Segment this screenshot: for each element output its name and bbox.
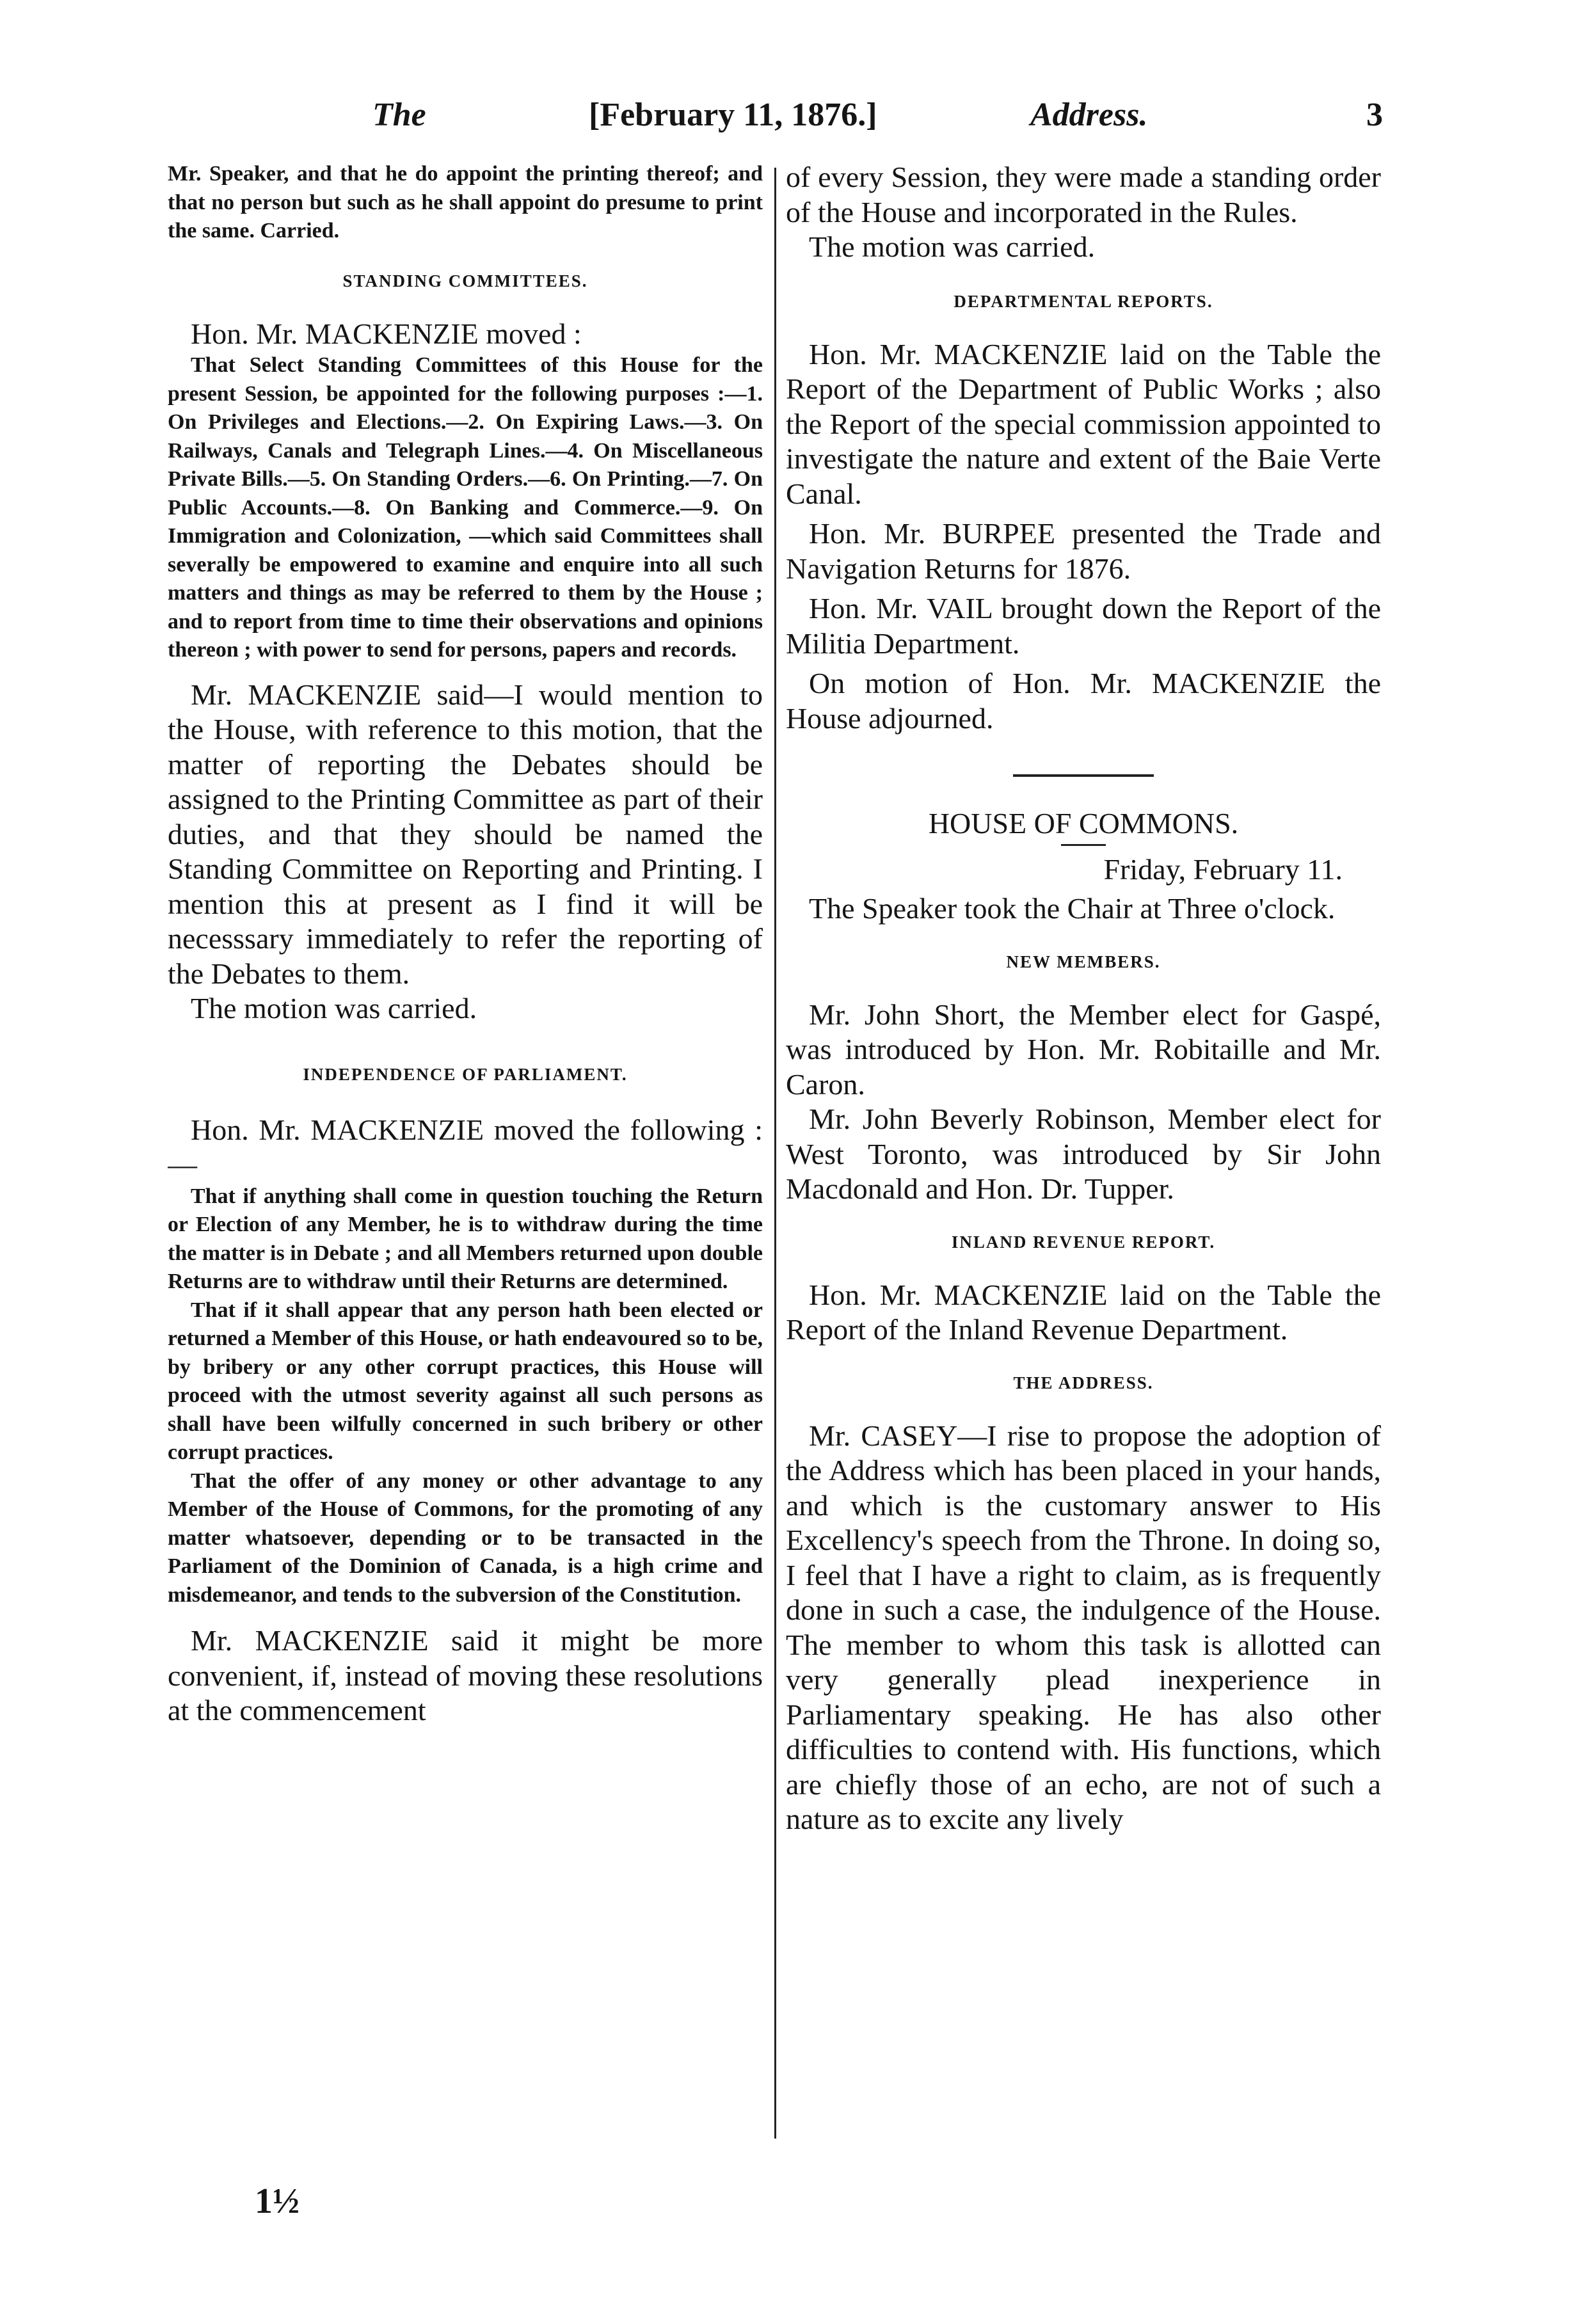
section-heading: INDEPENDENCE OF PARLIAMENT. bbox=[303, 1064, 628, 1084]
paragraph: Hon. Mr. BURPEE presented the Trade and Navigation Returns for 1876. bbox=[786, 517, 1381, 585]
column-divider bbox=[774, 168, 776, 2139]
header-date: [February 11, 1876.] bbox=[589, 97, 877, 133]
house-title: HOUSE OF COMMONS. bbox=[928, 807, 1239, 840]
resolution-text: That if it shall appear that any person hath been elected or returned a Member of this House, or hath endeavoured so to be, by bribery or any other corrupt practices, this House will proceed with the utmost severity against all such persons as shall have been wilfully concerned in such bribery or other corrupt practices. bbox=[168, 1298, 763, 1464]
paragraph: of every Session, they were made a standing order of the House and incorporated in the Rules. bbox=[786, 161, 1381, 228]
header-section: Address. bbox=[1030, 97, 1148, 133]
paragraph: The motion was carried. bbox=[809, 230, 1096, 263]
paragraph: The Speaker took the Chair at Three o'clock. bbox=[809, 892, 1336, 925]
paragraph: Hon. Mr. MACKENZIE laid on the Table the Report of the Department of Public Works ; also the Report of the special commission appointed to investigate the nature and extent of the Baie Verte Canal. bbox=[786, 337, 1381, 510]
running-header bbox=[346, 96, 1382, 141]
paragraph: Hon. Mr. MACKENZIE moved the following :— bbox=[168, 1113, 763, 1181]
section-heading: DEPARTMENTAL REPORTS. bbox=[954, 291, 1213, 311]
section-heading: INLAND REVENUE REPORT. bbox=[951, 1232, 1216, 1252]
page-number: 3 bbox=[1366, 97, 1383, 133]
paragraph: Hon. Mr. MACKENZIE moved : bbox=[191, 317, 582, 350]
date-line: Friday, February 11. bbox=[1103, 853, 1343, 886]
paragraph: The motion was carried. bbox=[191, 992, 477, 1024]
right-column bbox=[786, 160, 1381, 2240]
paragraph: Mr. John Short, the Member elect for Gaspé, was introduced by Hon. Mr. Robitaille and Mr. Caron. bbox=[786, 998, 1381, 1101]
paragraph: On motion of Hon. Mr. MACKENZIE the House adjourned. bbox=[786, 667, 1381, 735]
resolution-text: That the offer of any money or other advantage to any Member of the House of Commons, for the promoting of any matter whatsoever, depending or to be transacted in the Parliament of the Dominion of Canada, is a high crime and misdemeanor, and tends to the subversion of the Constitution. bbox=[168, 1469, 763, 1607]
header-left: The bbox=[372, 97, 426, 133]
section-heading: NEW MEMBERS. bbox=[1006, 952, 1161, 971]
resolution-text: That if anything shall come in question touching the Return or Election of any Member, he is to withdraw during the time the matter is in Debate ; and all Members returned upon double Returns are to withdraw until their Returns are determined. bbox=[168, 1184, 763, 1293]
paragraph: Mr. Speaker, and that he do appoint the printing thereof; and that no person but such as he shall appoint do presume to print the same. Carried. bbox=[168, 162, 763, 243]
resolution-text: That Select Standing Committees of this House for the present Session, be appointed for the following purposes :—1. On Privileges and Elections.—2. On Expiring Laws.—3. On Railways, Canals and Telegraph Lines.—4. On Miscellaneous Private Bills.—5. On Standing Orders.—6. On Printing.—7. On Public Accounts.—8. On Banking and Commerce.—9. On Immigration and Colonization, —which said Committees shall severally be empowered to examine and enquire into all such matters and things as may be referred to them by the House ; and to report from time to time their observations and opinions thereon ; with power to send for persons, papers and records. bbox=[168, 353, 763, 662]
left-column bbox=[168, 160, 763, 2240]
paragraph: Hon. Mr. VAIL brought down the Report of the Militia Department. bbox=[786, 592, 1381, 660]
paragraph: Hon. Mr. MACKENZIE laid on the Table the Report of the Inland Revenue Department. bbox=[786, 1278, 1381, 1346]
paragraph: Mr. MACKENZIE said it might be more convenient, if, instead of moving these resolutions at the commencement bbox=[168, 1624, 763, 1726]
paragraph: Mr. MACKENZIE said—I would mention to the House, with reference to this motion, that the matter of reporting the Debates should be assigned to the Printing Committee as part of their duties, and that they should be named the Standing Committee on Reporting and Printing. I mention this at present as I find it will be necesssary immediately to refer the reporting of the Debates to them. bbox=[168, 678, 763, 990]
paragraph: Mr. CASEY—I rise to propose the adoption of the Address which has been placed in your hands, and which is the customary answer to His Excellency's speech from the Throne. In doing so, I feel that I have a right to claim, as is frequently done in such a case, the indulgence of the House. The member to whom this task is allotted can very generally plead inexperience in Parliamentary speaking. He has also other difficulties to contend with. His functions, which are chiefly those of an echo, are not of such a nature as to excite any lively bbox=[786, 1419, 1381, 1835]
signature-mark: 1½ bbox=[255, 2181, 299, 2221]
section-heading: STANDING COMMITTEES. bbox=[342, 271, 588, 291]
section-heading: THE ADDRESS. bbox=[1013, 1373, 1154, 1392]
paragraph: Mr. John Beverly Robinson, Member elect for West Toronto, was introduced by Sir John Macdonald and Hon. Dr. Tupper. bbox=[786, 1103, 1381, 1205]
